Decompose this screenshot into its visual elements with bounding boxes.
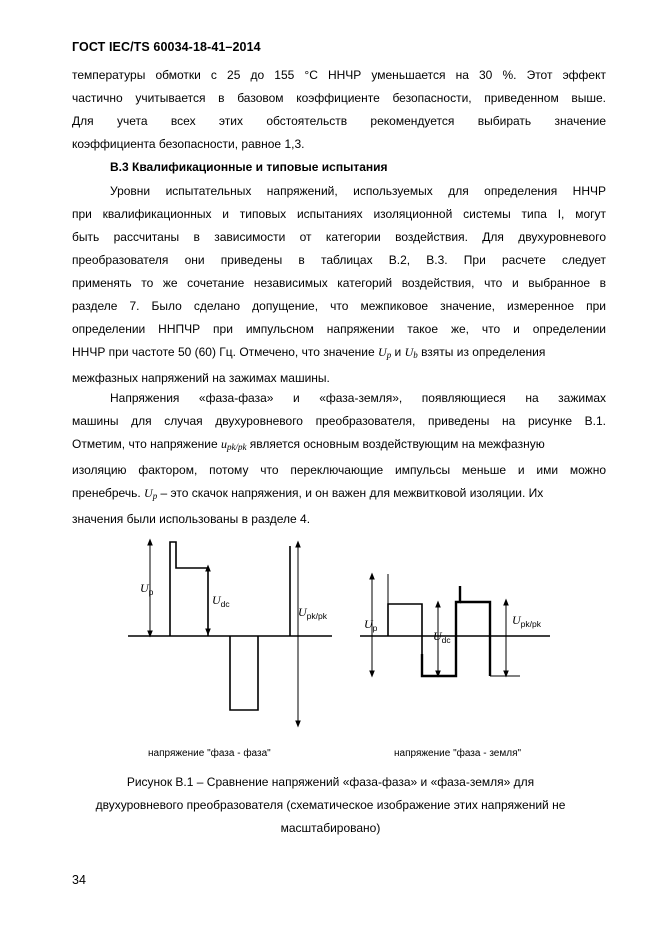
udc-label: $U_{dc}$ [212, 593, 230, 609]
page-number: 34 [72, 873, 86, 887]
figure-b1 [120, 534, 560, 764]
text-run: ННЧР при частоте 50 (60) Гц. Отмечено, что значение [72, 345, 379, 359]
symbol: U [378, 345, 387, 359]
text-run: является основным воздействующим на межфазную [246, 437, 545, 451]
phase-phase-negative-pulse [230, 636, 258, 710]
text-line: частично учитывается в базовом коэффициенте безопасности, приведенном выше. [72, 91, 606, 105]
symbol: U [144, 486, 153, 500]
text-line: межфазных напряжений на зажимах машины. [72, 371, 330, 385]
text-run: пренебречь. [72, 486, 145, 500]
text-line: изоляцию фактором, потому что переключающие импульсы меньше и ими можно [72, 463, 606, 477]
text-line: Напряжения «фаза-фаза» и «фаза-земля», появляющиеся на зажимах [110, 391, 606, 405]
phase-phase-caption: напряжение "фаза - фаза" [148, 748, 271, 759]
symbol-subscript: pk/pk [226, 442, 247, 452]
up-label: $U_p$ [140, 581, 154, 597]
text-line: быть рассчитаны в зависимости от категории воздействия. Для двухуровневого [72, 230, 606, 244]
symbol-subscript: b [413, 350, 418, 360]
text-line: при квалификационных и типовых испытаниях изоляционной системы типа I, могут [72, 207, 606, 221]
caption-line: масштабировано) [280, 821, 381, 835]
phase-phase-positive-pulse [170, 542, 208, 636]
text-line [72, 341, 606, 367]
text-line: определении ННПЧР при импульсном напряжении такое же, что и определении [72, 322, 606, 336]
text-line: применять то же сочетание независимых категорий воздействия, что и выбранное в [72, 276, 606, 290]
document-header: ГОСТ IEC/TS 60034-18-41–2014 [72, 40, 261, 54]
symbol: u [220, 437, 227, 451]
upkpk-label-right: $U_{pk/pk}$ [512, 613, 541, 629]
text-line: значения были использованы в разделе 4. [72, 512, 311, 526]
intro-paragraph [72, 64, 606, 156]
text-run: взяты из определения [417, 345, 546, 359]
symbol-subscript: p [152, 491, 158, 501]
phase-ground-upper-step [460, 602, 490, 676]
section-title: B.3 Квалификационные и типовые испытания [110, 160, 388, 174]
text-line: машины для случая двухуровневого преобразователя, приведены на рисунке В.1. [72, 414, 606, 428]
text-line [72, 482, 606, 508]
symbol-subscript: p [386, 350, 392, 360]
text-run: Отметим, что напряжение [72, 437, 221, 451]
symbol: U [404, 345, 414, 359]
voltage-waveform-diagram [120, 534, 560, 764]
text-line: коэффициента безопасности, равное 1,3. [72, 137, 305, 151]
upkpk-label: $U_{pk/pk}$ [298, 605, 327, 621]
figure-caption [60, 771, 601, 840]
caption-line: Рисунок В.1 – Сравнение напряжений «фаза-фаза» и «фаза-земля» для [126, 775, 535, 789]
text-run: и [391, 345, 405, 359]
text-line: преобразователя они приведены в таблицах В.2, В.3. При расчете следует [72, 253, 606, 267]
text-line: разделе 7. Было сделано допущение, что межпиковое значение, измеренное при [72, 299, 606, 313]
caption-line: двухуровневого преобразователя (схематическое изображение этих напряжений не [95, 798, 566, 812]
up-label-right: $U_p$ [364, 617, 378, 633]
text-line: Для учета всех этих обстоятельств рекомендуется выбирать значение [72, 114, 606, 128]
paragraph-test-levels [72, 180, 606, 390]
udc-label-right: $U_{dc}$ [433, 629, 451, 645]
text-line: температуры обмотки с 25 до 155 °С ННЧР уменьшается на 30 %. Этот эффект [72, 68, 606, 82]
text-line [72, 433, 606, 459]
text-line: Уровни испытательных напряжений, используемых для определения ННЧР [110, 184, 606, 198]
phase-ground-pulse-1 [388, 604, 422, 654]
text-run: – это скачок напряжения, и он важен для межвитковой изоляции. Их [157, 486, 544, 500]
phase-ground-caption: напряжение "фаза - земля" [394, 748, 522, 759]
paragraph-voltages [72, 387, 606, 531]
